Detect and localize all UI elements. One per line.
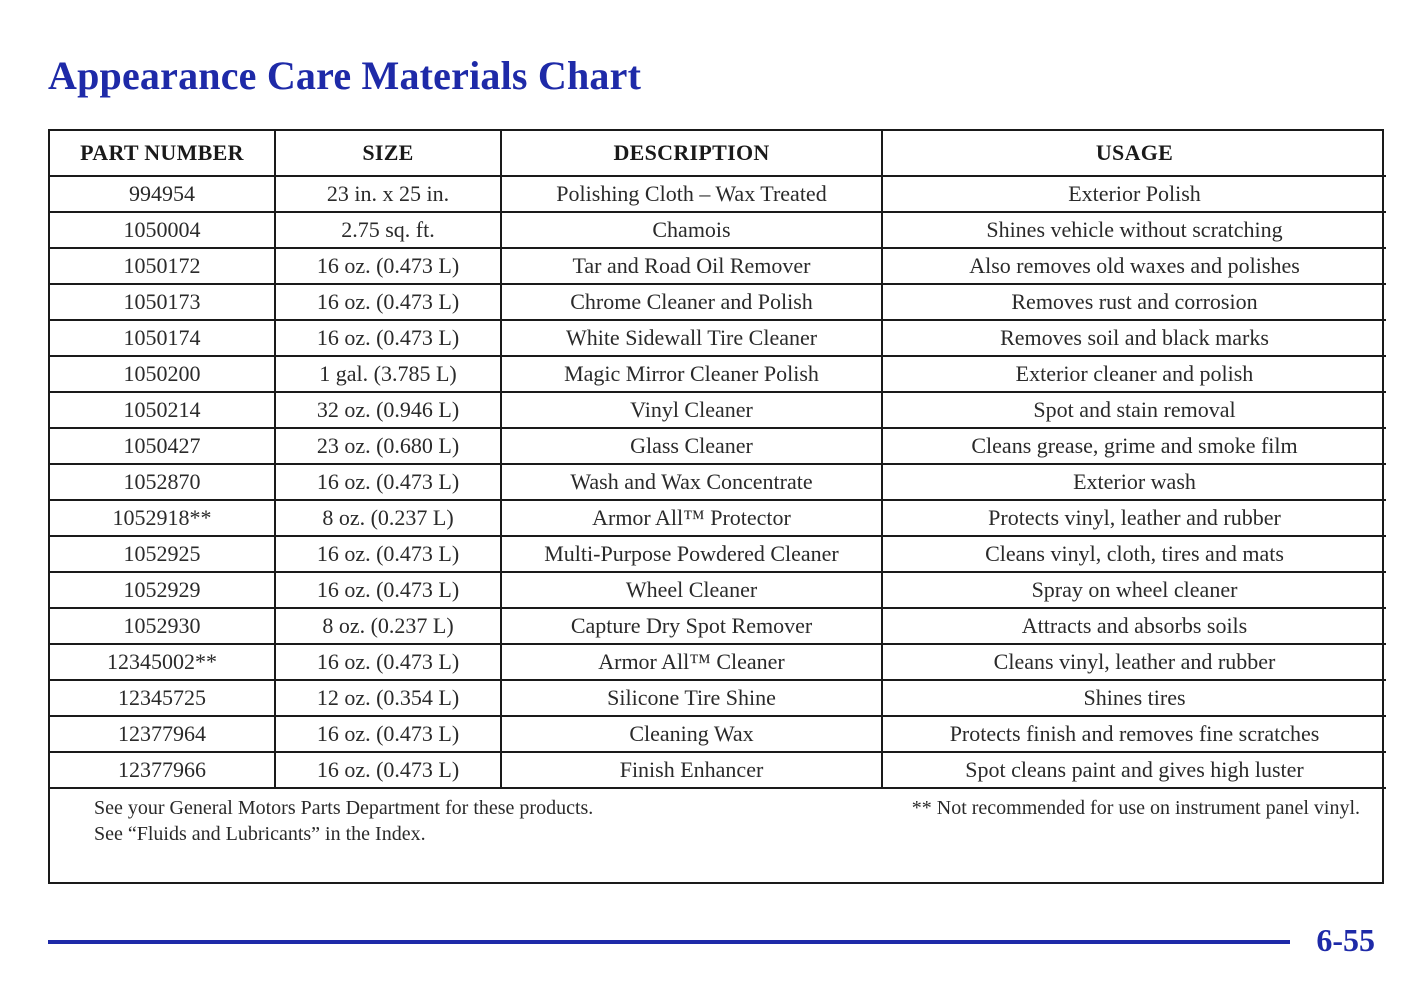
table-row — [50, 248, 1386, 284]
cell-size: 16 oz. (0.473 L) — [275, 572, 501, 608]
cell-description: Capture Dry Spot Remover — [501, 608, 882, 644]
cell-part-number: 1052870 — [50, 464, 275, 500]
cell-description: Armor All™ Cleaner — [501, 644, 882, 680]
cell-part-number: 1050214 — [50, 392, 275, 428]
cell-description: Wheel Cleaner — [501, 572, 882, 608]
cell-size: 2.75 sq. ft. — [275, 212, 501, 248]
cell-part-number: 1050174 — [50, 320, 275, 356]
cell-size: 8 oz. (0.237 L) — [275, 500, 501, 536]
footnote-parts-dept: See your General Motors Parts Department for these products. — [94, 797, 594, 819]
header-usage: USAGE — [882, 131, 1386, 176]
table-row — [50, 284, 1386, 320]
materials-chart — [48, 129, 1384, 884]
cell-size: 16 oz. (0.473 L) — [275, 716, 501, 752]
cell-part-number: 12345002** — [50, 644, 275, 680]
table-row — [50, 500, 1386, 536]
header-size: SIZE — [275, 131, 501, 176]
cell-usage: Cleans vinyl, leather and rubber — [882, 644, 1386, 680]
table-row — [50, 464, 1386, 500]
cell-size: 8 oz. (0.237 L) — [275, 608, 501, 644]
cell-usage: Removes rust and corrosion — [882, 284, 1386, 320]
cell-part-number: 1050004 — [50, 212, 275, 248]
table-row — [50, 392, 1386, 428]
cell-usage: Shines vehicle without scratching — [882, 212, 1386, 248]
table-row — [50, 680, 1386, 716]
cell-description: Multi-Purpose Powdered Cleaner — [501, 536, 882, 572]
cell-description: Magic Mirror Cleaner Polish — [501, 356, 882, 392]
cell-description: White Sidewall Tire Cleaner — [501, 320, 882, 356]
cell-size: 12 oz. (0.354 L) — [275, 680, 501, 716]
cell-description: Vinyl Cleaner — [501, 392, 882, 428]
cell-description: Tar and Road Oil Remover — [501, 248, 882, 284]
cell-size: 23 in. x 25 in. — [275, 176, 501, 212]
cell-part-number: 1050172 — [50, 248, 275, 284]
cell-size: 16 oz. (0.473 L) — [275, 752, 501, 788]
cell-usage: Exterior cleaner and polish — [882, 356, 1386, 392]
cell-part-number: 1050173 — [50, 284, 275, 320]
cell-description: Cleaning Wax — [501, 716, 882, 752]
page-number: 6-55 — [1316, 922, 1375, 958]
cell-description: Finish Enhancer — [501, 752, 882, 788]
table-row — [50, 752, 1386, 788]
cell-usage: Spot and stain removal — [882, 392, 1386, 428]
header-description: DESCRIPTION — [501, 131, 882, 176]
cell-usage: Cleans grease, grime and smoke film — [882, 428, 1386, 464]
cell-size: 32 oz. (0.946 L) — [275, 392, 501, 428]
page-title: Appearance Care Materials Chart — [48, 53, 642, 98]
cell-description: Chamois — [501, 212, 882, 248]
table-row — [50, 320, 1386, 356]
cell-part-number: 1050200 — [50, 356, 275, 392]
cell-part-number: 1052918** — [50, 500, 275, 536]
materials-table — [50, 131, 1386, 789]
cell-usage: Shines tires — [882, 680, 1386, 716]
table-row — [50, 212, 1386, 248]
cell-usage: Spray on wheel cleaner — [882, 572, 1386, 608]
cell-description: Polishing Cloth – Wax Treated — [501, 176, 882, 212]
table-row — [50, 572, 1386, 608]
cell-usage: Removes soil and black marks — [882, 320, 1386, 356]
cell-size: 23 oz. (0.680 L) — [275, 428, 501, 464]
cell-part-number: 12377964 — [50, 716, 275, 752]
cell-usage: Protects vinyl, leather and rubber — [882, 500, 1386, 536]
table-row — [50, 428, 1386, 464]
cell-usage: Protects finish and removes fine scratches — [882, 716, 1386, 752]
cell-usage: Spot cleans paint and gives high luster — [882, 752, 1386, 788]
cell-part-number: 1050427 — [50, 428, 275, 464]
table-row — [50, 608, 1386, 644]
cell-size: 16 oz. (0.473 L) — [275, 284, 501, 320]
cell-size: 16 oz. (0.473 L) — [275, 536, 501, 572]
cell-part-number: 994954 — [50, 176, 275, 212]
cell-part-number: 1052929 — [50, 572, 275, 608]
cell-size: 16 oz. (0.473 L) — [275, 464, 501, 500]
cell-size: 16 oz. (0.473 L) — [275, 320, 501, 356]
footnote-not-recommended: ** Not recommended for use on instrument panel vinyl. — [911, 797, 1360, 819]
cell-description: Chrome Cleaner and Polish — [501, 284, 882, 320]
footnote-fluids-ref: See “Fluids and Lubricants” in the Index. — [94, 823, 426, 845]
cell-usage: Exterior wash — [882, 464, 1386, 500]
table-body — [50, 176, 1386, 788]
cell-description: Silicone Tire Shine — [501, 680, 882, 716]
cell-part-number: 12345725 — [50, 680, 275, 716]
table-row — [50, 176, 1386, 212]
cell-usage: Cleans vinyl, cloth, tires and mats — [882, 536, 1386, 572]
cell-usage: Also removes old waxes and polishes — [882, 248, 1386, 284]
header-part-number: PART NUMBER — [50, 131, 275, 176]
table-row — [50, 644, 1386, 680]
cell-description: Wash and Wax Concentrate — [501, 464, 882, 500]
table-row — [50, 356, 1386, 392]
cell-usage: Exterior Polish — [882, 176, 1386, 212]
table-header-row — [50, 131, 1386, 176]
cell-description: Glass Cleaner — [501, 428, 882, 464]
cell-part-number: 12377966 — [50, 752, 275, 788]
cell-description: Armor All™ Protector — [501, 500, 882, 536]
table-row — [50, 716, 1386, 752]
cell-part-number: 1052925 — [50, 536, 275, 572]
cell-size: 16 oz. (0.473 L) — [275, 248, 501, 284]
footnotes — [50, 789, 1382, 855]
bottom-rule — [48, 940, 1290, 944]
cell-size: 1 gal. (3.785 L) — [275, 356, 501, 392]
cell-part-number: 1052930 — [50, 608, 275, 644]
cell-usage: Attracts and absorbs soils — [882, 608, 1386, 644]
cell-size: 16 oz. (0.473 L) — [275, 644, 501, 680]
table-row — [50, 536, 1386, 572]
